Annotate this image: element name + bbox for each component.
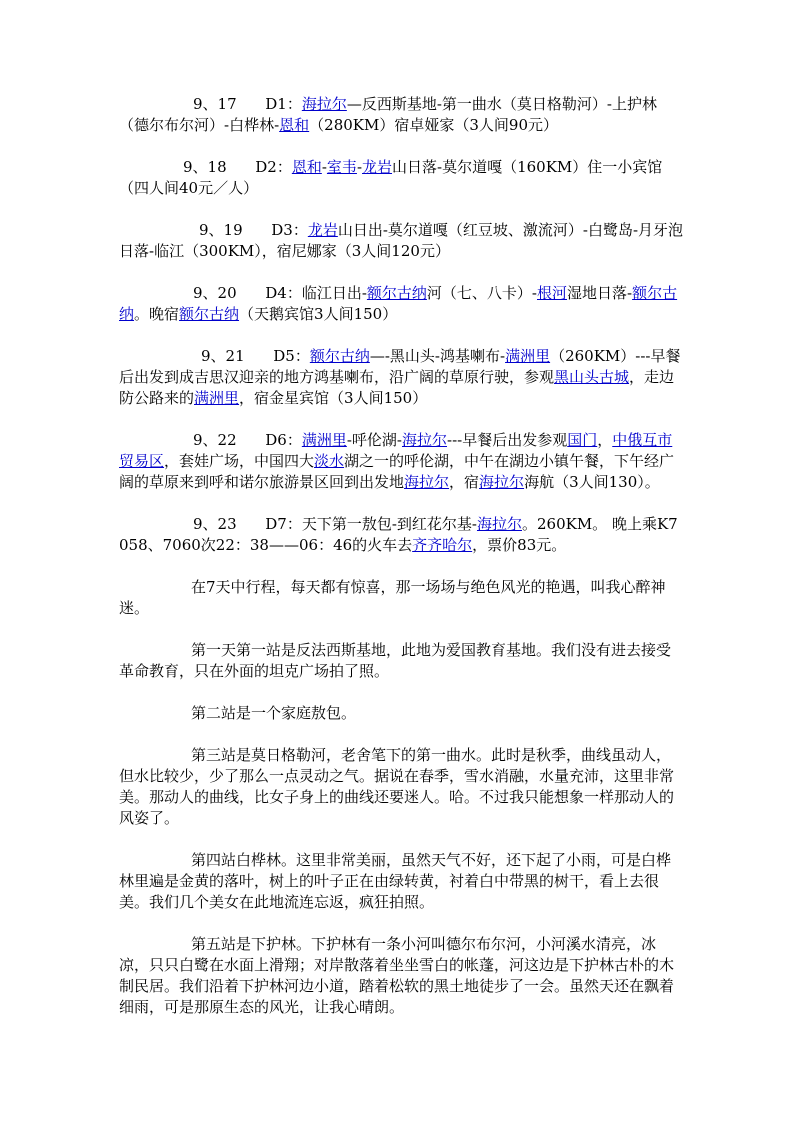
paragraph: 第四站白桦林。这里非常美丽，虽然天气不好，还下起了小雨，可是白桦林里遍是金黄的落叶，树上的叶子正在由绿转黄，衬着白中带黑的树干，看上去很美。我们几个美女在此地流连忘返，疯狂拍照。 [119, 851, 672, 911]
paragraph: 第一天第一站是反法西斯基地，此地为爱国教育基地。我们没有进去接受革命教育，只在外面的坦克广场拍了照。 [119, 641, 672, 680]
place-link[interactable]: 淡水 [314, 452, 345, 470]
place-link[interactable]: 室韦 [326, 158, 357, 176]
place-link[interactable]: 海拉尔 [301, 95, 347, 113]
itinerary-text: 山日落-莫尔道嘎（160KM）住一小宾馆（四人间40元／人） [119, 158, 663, 197]
paragraph: 第二站是一个家庭敖包。 [191, 704, 357, 722]
itinerary-text: ， [597, 431, 613, 449]
itinerary-text: （280KM）宿卓娅家（3人间90元） [309, 116, 558, 134]
itinerary-text: 湖之一的呼伦湖，中午在湖边小镇午餐，下午经广阔的草原来到呼和诺尔旅游景区回到出发地 [119, 452, 675, 491]
itinerary-day-5 [119, 346, 685, 409]
itinerary-text: 湿地日落- [567, 284, 633, 302]
paragraph: 第五站是下护林。下护林有一条小河叫德尔布尔河，小河溪水清亮，冰凉，只只白鹭在水面上滑翔；对岸散落着坐坐雪白的帐蓬，河这边是下护林古朴的木制民居。我们沿着下护林河边小道，踏着松软的黑土地徒步了一会。虽然天还在飘着细雨，可是那原生态的风光，让我心晴朗。 [119, 935, 675, 1016]
itinerary-day-label: D4： [265, 284, 302, 302]
itinerary-text: ，走边防公路来的 [119, 368, 675, 407]
itinerary-date: 9、21 [201, 347, 245, 365]
itinerary-text: 。晚宿 [134, 305, 180, 323]
travel-notes [119, 577, 685, 1018]
itinerary-day-7 [119, 514, 685, 556]
itinerary-text: 山日出-莫尔道嘎（红豆坡、激流河）-白鹭岛-月牙泡日落-临江（300KM），宿尼娜家（3人间120元） [119, 221, 684, 260]
itinerary-day-label: D1： [265, 95, 302, 113]
itinerary-text: —反西斯基地-第一曲水（莫日格勒河）-上护林（德尔布尔河）-白桦林- [119, 95, 657, 134]
itinerary-date: 9、20 [193, 284, 237, 302]
itinerary-day-label: D5： [273, 347, 310, 365]
itinerary-day-1 [119, 94, 685, 136]
itinerary-text: ，票价83元。 [472, 536, 567, 554]
itinerary-text: —-黑山头-鸿基喇布- [369, 347, 506, 365]
itinerary-text: - [321, 158, 327, 176]
itinerary-text: 海航（3人间130）。 [524, 473, 660, 491]
itinerary-day-6 [119, 430, 685, 493]
itinerary-text: -呼伦湖- [346, 431, 402, 449]
itinerary-date: 9、23 [193, 515, 237, 533]
place-link[interactable]: 海拉尔 [401, 431, 447, 449]
place-link[interactable]: 黑山头古城 [554, 368, 630, 386]
itinerary-day-label: D6： [265, 431, 302, 449]
place-link[interactable]: 额尔古纳 [179, 305, 240, 323]
place-link[interactable]: 额尔古纳 [366, 284, 427, 302]
place-link[interactable]: 中俄互市贸易区 [119, 431, 673, 470]
itinerary-text: - [356, 158, 363, 176]
itinerary-day-label: D2： [255, 158, 292, 176]
itinerary-text: （260KM）---早餐后出发到成吉思汉迎亲的地方鸿基喇布，沿广阔的草原行驶，参观 [119, 347, 681, 386]
paragraph: 在7天中行程，每天都有惊喜，那一场场与绝色风光的艳遇，叫我心醉神迷。 [119, 578, 666, 617]
itinerary-text: 临江日出- [301, 284, 367, 302]
itinerary-text: ，套娃广场，中国四大 [164, 452, 315, 470]
place-link[interactable]: 额尔古纳 [119, 284, 678, 323]
place-link[interactable]: 额尔古纳 [309, 347, 370, 365]
place-link[interactable]: 齐齐哈尔 [412, 536, 473, 554]
itinerary-text: ---早餐后出发参观 [447, 431, 568, 449]
place-link[interactable]: 满洲里 [194, 389, 240, 407]
place-link[interactable]: 海拉尔 [479, 473, 525, 491]
itinerary-text: 天下第一敖包-到红花尔基- [301, 515, 477, 533]
place-link[interactable]: 满洲里 [301, 431, 347, 449]
paragraph: 第三站是莫日格勒河，老舍笔下的第一曲水。此时是秋季，曲线虽动人，但水比较少，少了那么一点灵动之气。据说在春季，雪水消融，水量充沛，这里非常美。那动人的曲线，比女子身上的曲线还要迷人。哈。不过我只能想象一样那动人的风姿了。 [119, 746, 675, 827]
itinerary-day-label: D7： [265, 515, 302, 533]
place-link[interactable]: 龙岩 [362, 158, 393, 176]
itinerary-day-4 [119, 283, 685, 325]
itinerary-text: 河（七、八卡）- [426, 284, 537, 302]
itinerary-day-2 [119, 157, 685, 199]
place-link[interactable]: 海拉尔 [476, 515, 522, 533]
itinerary-text: ，宿金星宾馆（3人间150） [239, 389, 428, 407]
itinerary-text: （天鹅宾馆3人间150） [239, 305, 398, 323]
itinerary-date: 9、18 [183, 158, 227, 176]
place-link[interactable]: 恩和 [291, 158, 322, 176]
itinerary-date: 9、19 [199, 221, 243, 239]
place-link[interactable]: 根河 [537, 284, 568, 302]
place-link[interactable]: 满洲里 [505, 347, 551, 365]
itinerary-text: 。260KM。 晚上乘K7058、7060次22：38——06：46的火车去 [119, 515, 678, 554]
place-link[interactable]: 龙岩 [307, 221, 338, 239]
itinerary-date: 9、17 [193, 95, 237, 113]
itinerary-text: ，宿 [449, 473, 480, 491]
itinerary-day-label: D3： [271, 221, 308, 239]
itinerary-day-3 [119, 220, 685, 262]
place-link[interactable]: 恩和 [279, 116, 310, 134]
place-link[interactable]: 国门 [567, 431, 598, 449]
itinerary-date: 9、22 [193, 431, 237, 449]
document-page [119, 94, 685, 1039]
itinerary-list [119, 94, 685, 556]
place-link[interactable]: 海拉尔 [404, 473, 450, 491]
